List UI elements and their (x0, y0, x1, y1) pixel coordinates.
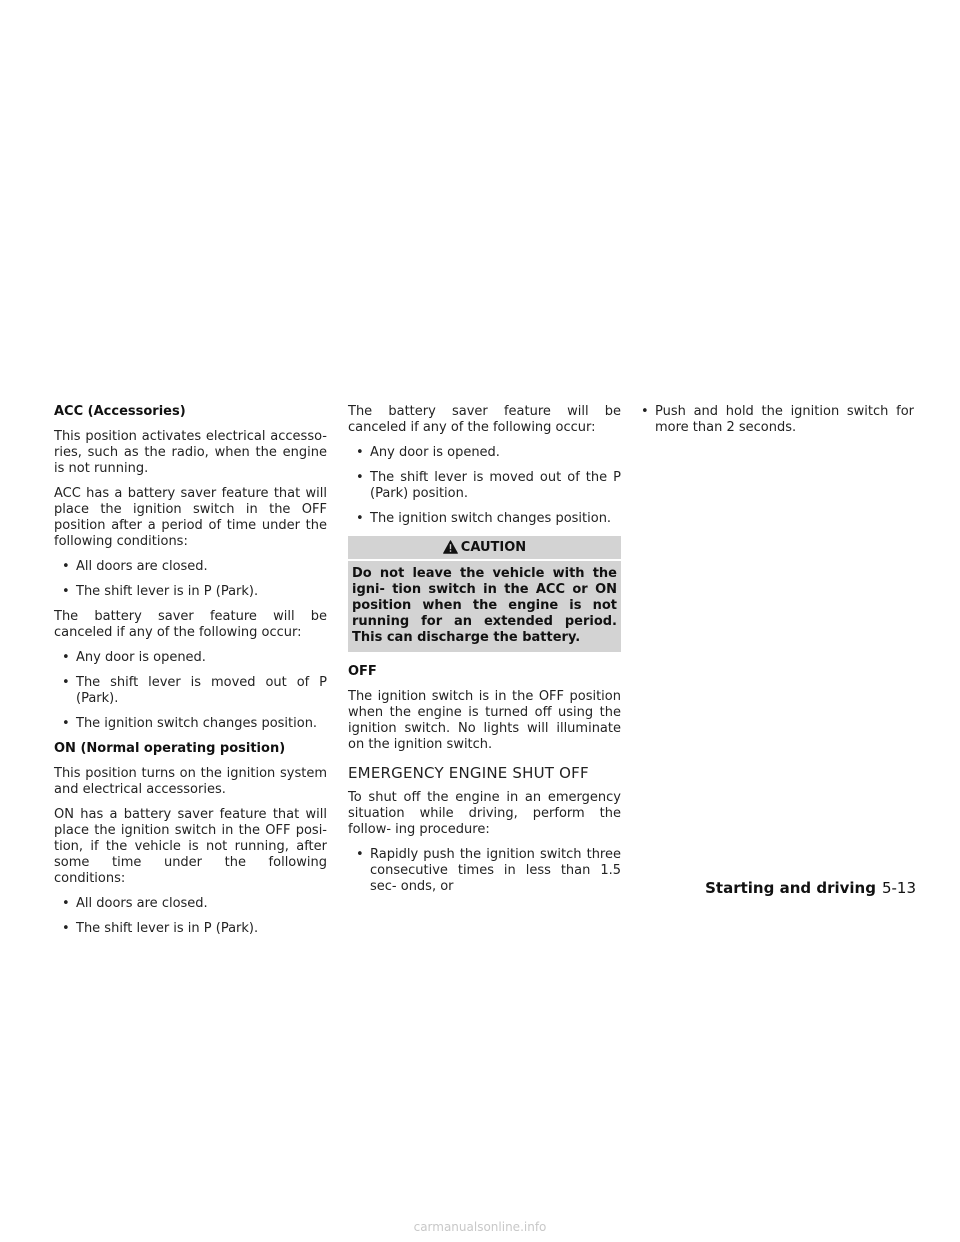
acc-heading: ACC (Accessories) (54, 404, 186, 419)
list-item: • The shift lever is moved out of P (Park). (54, 675, 327, 707)
list-item: • Push and hold the ignition switch for more than 2 seconds. (641, 404, 914, 436)
caution-label: CAUTION (460, 540, 527, 555)
emergency-intro: To shut off the engine in an emergency situation while driving, perform the follow- ing procedure: (348, 790, 621, 837)
list-item: • Rapidly push the ignition switch three consecutive times in less than 1.5 sec- onds, or (348, 847, 621, 895)
caution-header (348, 536, 621, 561)
list-item: • The shift lever is in P (Park). (54, 921, 327, 937)
list-item: • The shift lever is in P (Park). (54, 584, 327, 600)
list-item: • Any door is opened. (54, 650, 327, 666)
emergency-list-continued (641, 404, 914, 436)
column-3 (641, 404, 914, 445)
page-footer (705, 879, 916, 897)
off-text: The ignition switch is in the OFF position when the engine is turned off using the ignition switch. No lights will illuminate on the ignition switch. (348, 689, 621, 752)
caution-text: Do not leave the vehicle with the igni- tion switch in the ACC or ON position when the engine is not running for an extended period. This can discharge the battery. (352, 566, 617, 645)
watermark: carmanualsonline.info (413, 1220, 547, 1234)
acc-saver-text: ACC has a battery saver feature that will place the ignition switch in the OFF position after a period of time under the following conditions: (54, 486, 327, 549)
warning-icon (443, 540, 458, 554)
list-item: • The shift lever is moved out of the P (Park) position. (348, 470, 621, 502)
list-item: • The ignition switch changes position. (54, 716, 327, 732)
emergency-title: EMERGENCY ENGINE SHUT OFF (348, 764, 589, 782)
on-saver-text: ON has a battery saver feature that will place the ignition switch in the OFF posi- tion, if the vehicle is not running, after some time under the following conditions: (54, 807, 327, 886)
on-intro: This position turns on the ignition system and electrical accessories. (54, 766, 327, 797)
on-heading: ON (Normal operating position) (54, 741, 286, 756)
caution-box (348, 536, 621, 652)
on-cancel-text: The battery saver feature will be canceled if any of the following occur: (348, 404, 621, 435)
list-item: • The ignition switch changes position. (348, 511, 621, 527)
column-2 (348, 404, 621, 904)
list-item: • Any door is opened. (348, 445, 621, 461)
acc-cancel-text: The battery saver feature will be canceled if any of the following occur: (54, 609, 327, 640)
acc-conditions-list (54, 559, 327, 600)
emergency-list (348, 847, 621, 895)
list-item: • All doors are closed. (54, 896, 327, 912)
off-heading: OFF (348, 664, 377, 679)
acc-cancel-list (54, 650, 327, 732)
on-conditions-list (54, 896, 327, 937)
section-name: Starting and driving (705, 879, 876, 897)
column-1 (54, 404, 327, 946)
acc-intro: This position activates electrical accesso- ries, such as the radio, when the engine is not running. (54, 429, 327, 476)
on-cancel-list (348, 445, 621, 527)
list-item: • All doors are closed. (54, 559, 327, 575)
page-number: 5-13 (881, 879, 916, 897)
